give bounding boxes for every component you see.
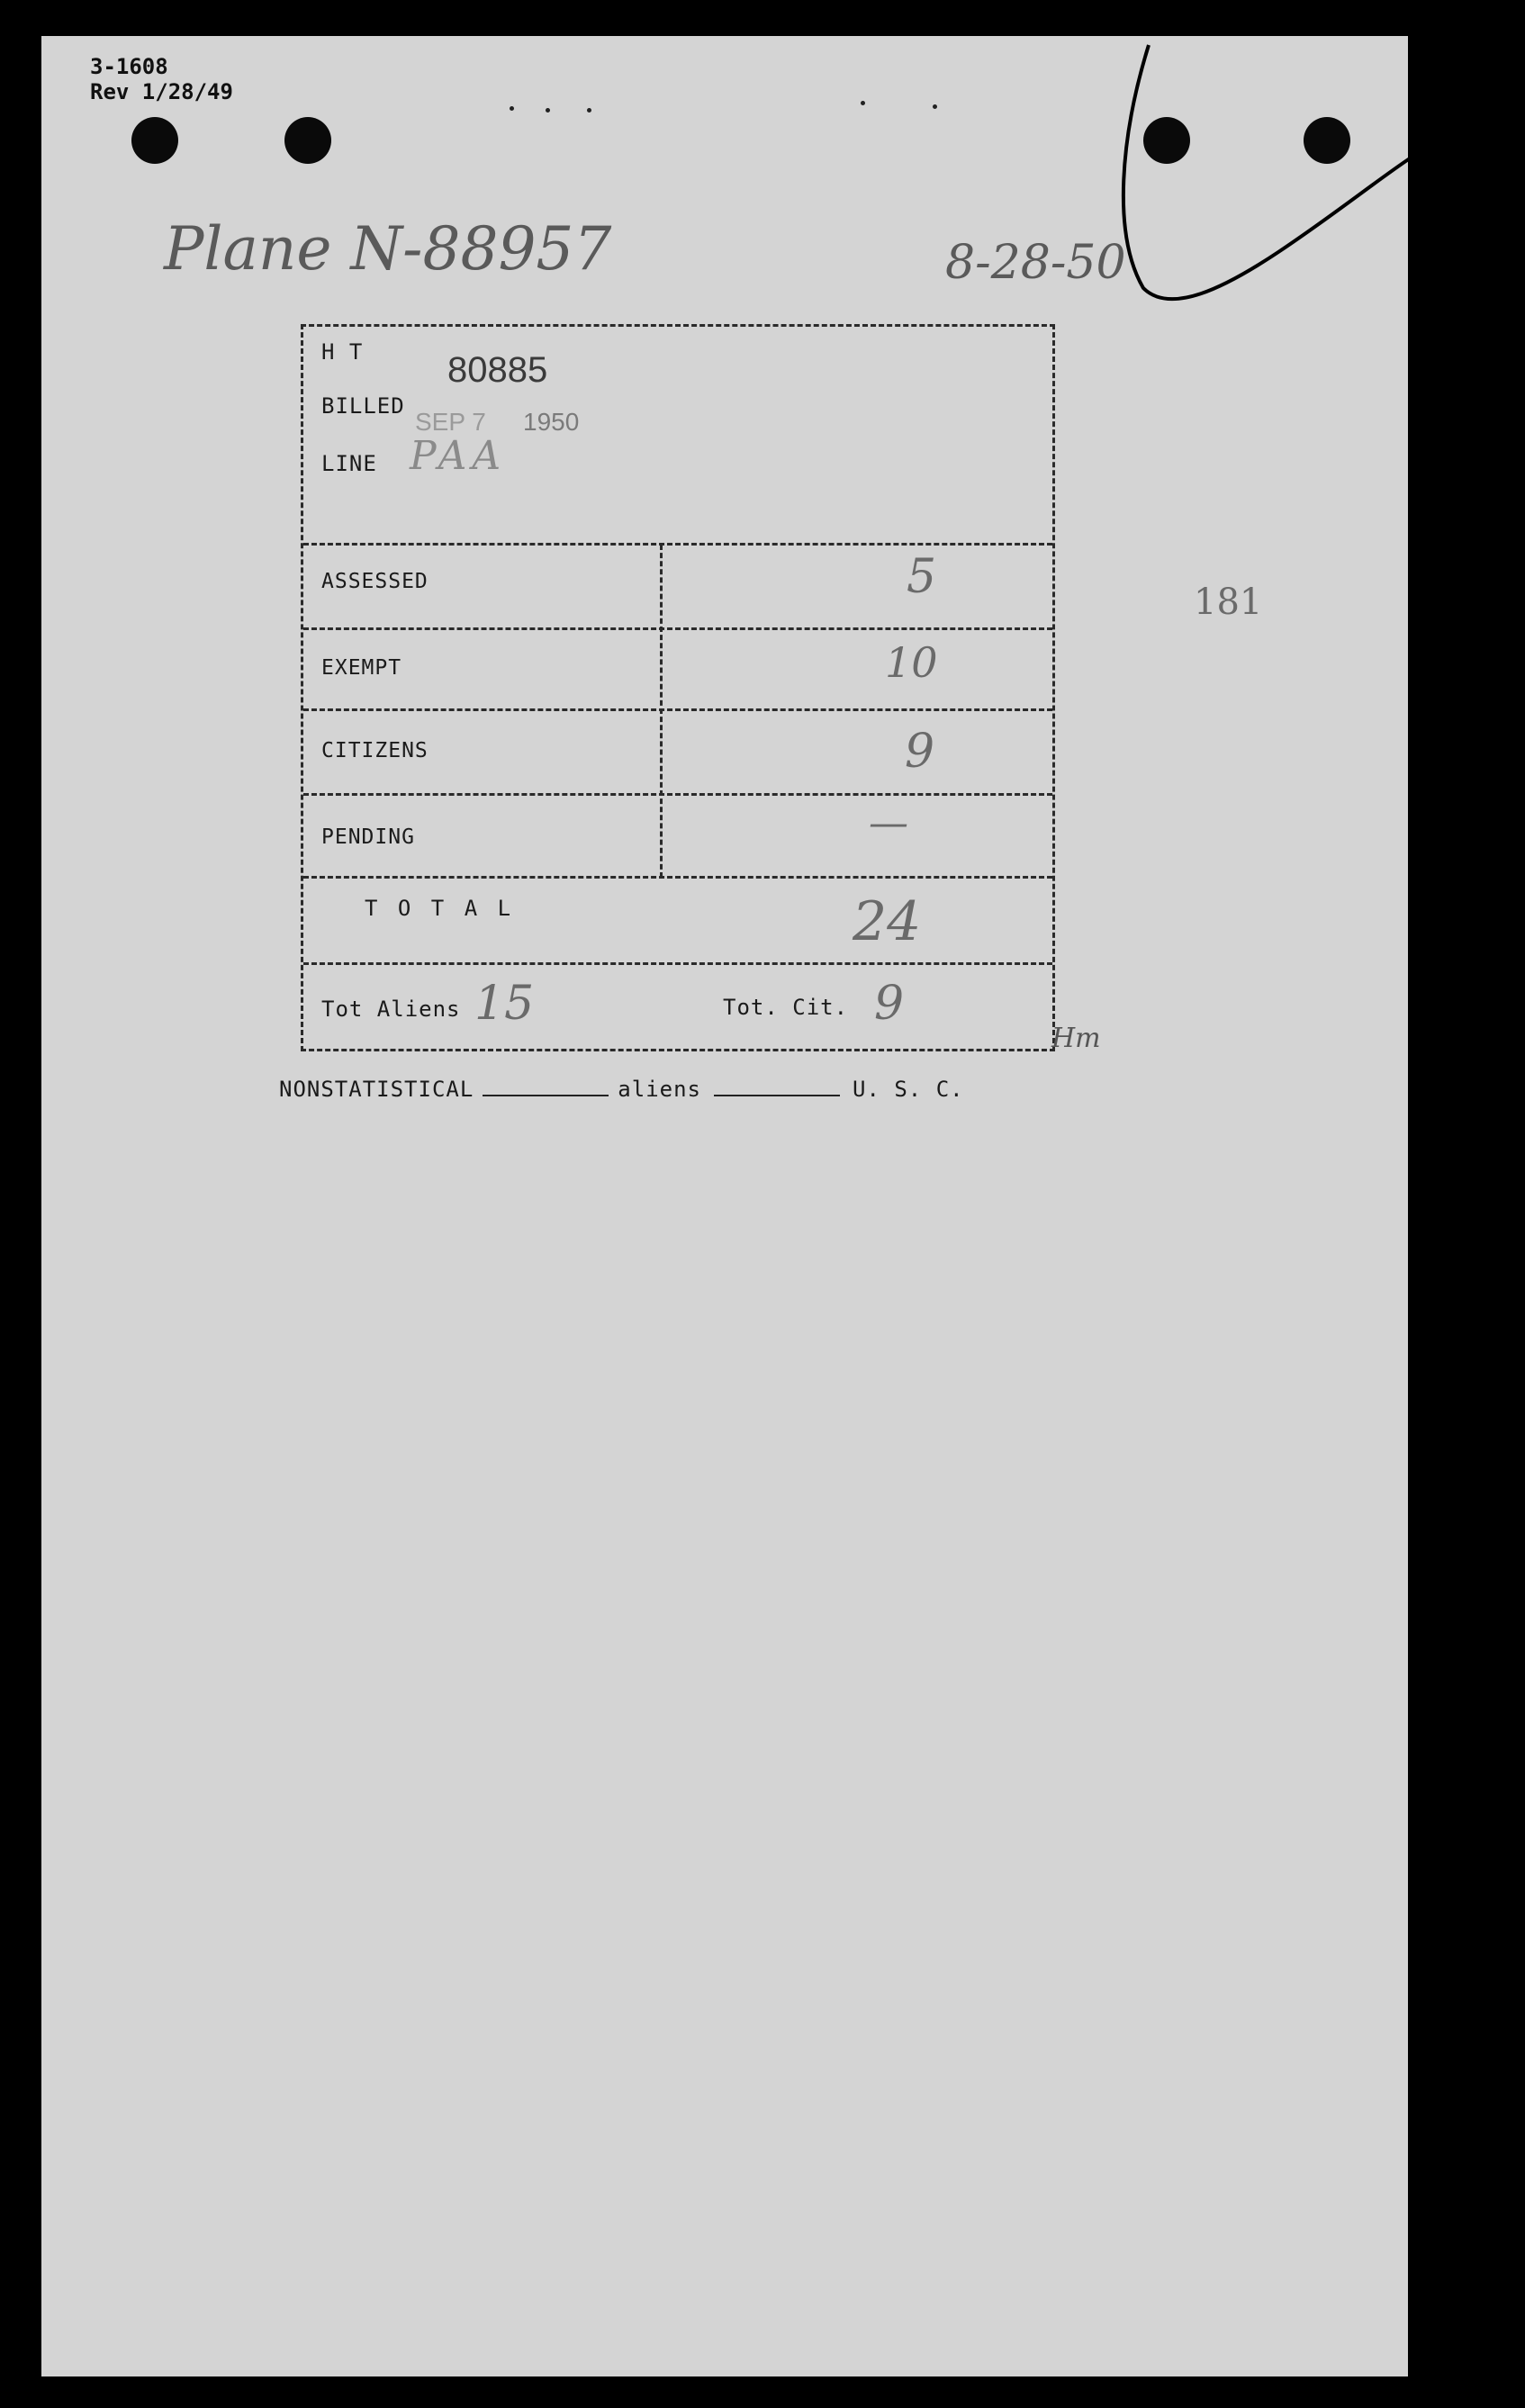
tot-cit-label: Tot. Cit. xyxy=(723,995,849,1020)
handwritten-initials: Hm xyxy=(1051,1023,1101,1054)
tot-aliens-value: 15 xyxy=(474,977,535,1031)
ht-label: H T xyxy=(321,339,364,365)
usc-blank xyxy=(714,1095,840,1096)
line-value: PAA xyxy=(410,433,507,479)
billed-stamp-date: SEP 7 xyxy=(415,408,486,436)
total-value: 24 xyxy=(853,890,922,953)
billed-label: BILLED xyxy=(321,393,405,419)
divider xyxy=(303,876,1052,879)
manifest-tally-box xyxy=(301,324,1055,1051)
divider xyxy=(303,962,1052,965)
nonstatistical-label: NONSTATISTICAL xyxy=(279,1077,474,1102)
assessed-value: 5 xyxy=(907,550,937,604)
ht-number: 80885 xyxy=(447,350,548,390)
column-divider xyxy=(660,545,663,878)
total-label: T O T A L xyxy=(365,896,515,921)
divider xyxy=(303,543,1052,546)
aliens-blank xyxy=(483,1095,609,1096)
line-label: LINE xyxy=(321,451,377,476)
exempt-value: 10 xyxy=(885,638,938,687)
form-number: 3-1608 Rev 1/28/49 xyxy=(90,54,233,104)
divider xyxy=(303,793,1052,796)
pending-value: — xyxy=(869,800,908,846)
handwritten-date: 8-28-50 xyxy=(945,236,1126,290)
tot-cit-value: 9 xyxy=(874,977,905,1031)
citizens-value: 9 xyxy=(905,725,935,779)
billed-stamp-year: 1950 xyxy=(523,408,580,436)
divider xyxy=(303,708,1052,711)
divider xyxy=(303,627,1052,630)
pending-label: PENDING xyxy=(321,825,415,849)
assessed-label: ASSESSED xyxy=(321,570,429,593)
side-number: 181 xyxy=(1194,582,1263,623)
aliens-label: aliens xyxy=(618,1077,701,1102)
exempt-label: EXEMPT xyxy=(321,656,402,680)
nonstatistical-line xyxy=(279,1077,964,1102)
handwritten-plane-number: Plane N-88957 xyxy=(164,214,612,284)
citizens-label: CITIZENS xyxy=(321,739,429,762)
tot-aliens-label: Tot Aliens xyxy=(321,997,461,1022)
usc-label: U. S. C. xyxy=(853,1077,964,1102)
